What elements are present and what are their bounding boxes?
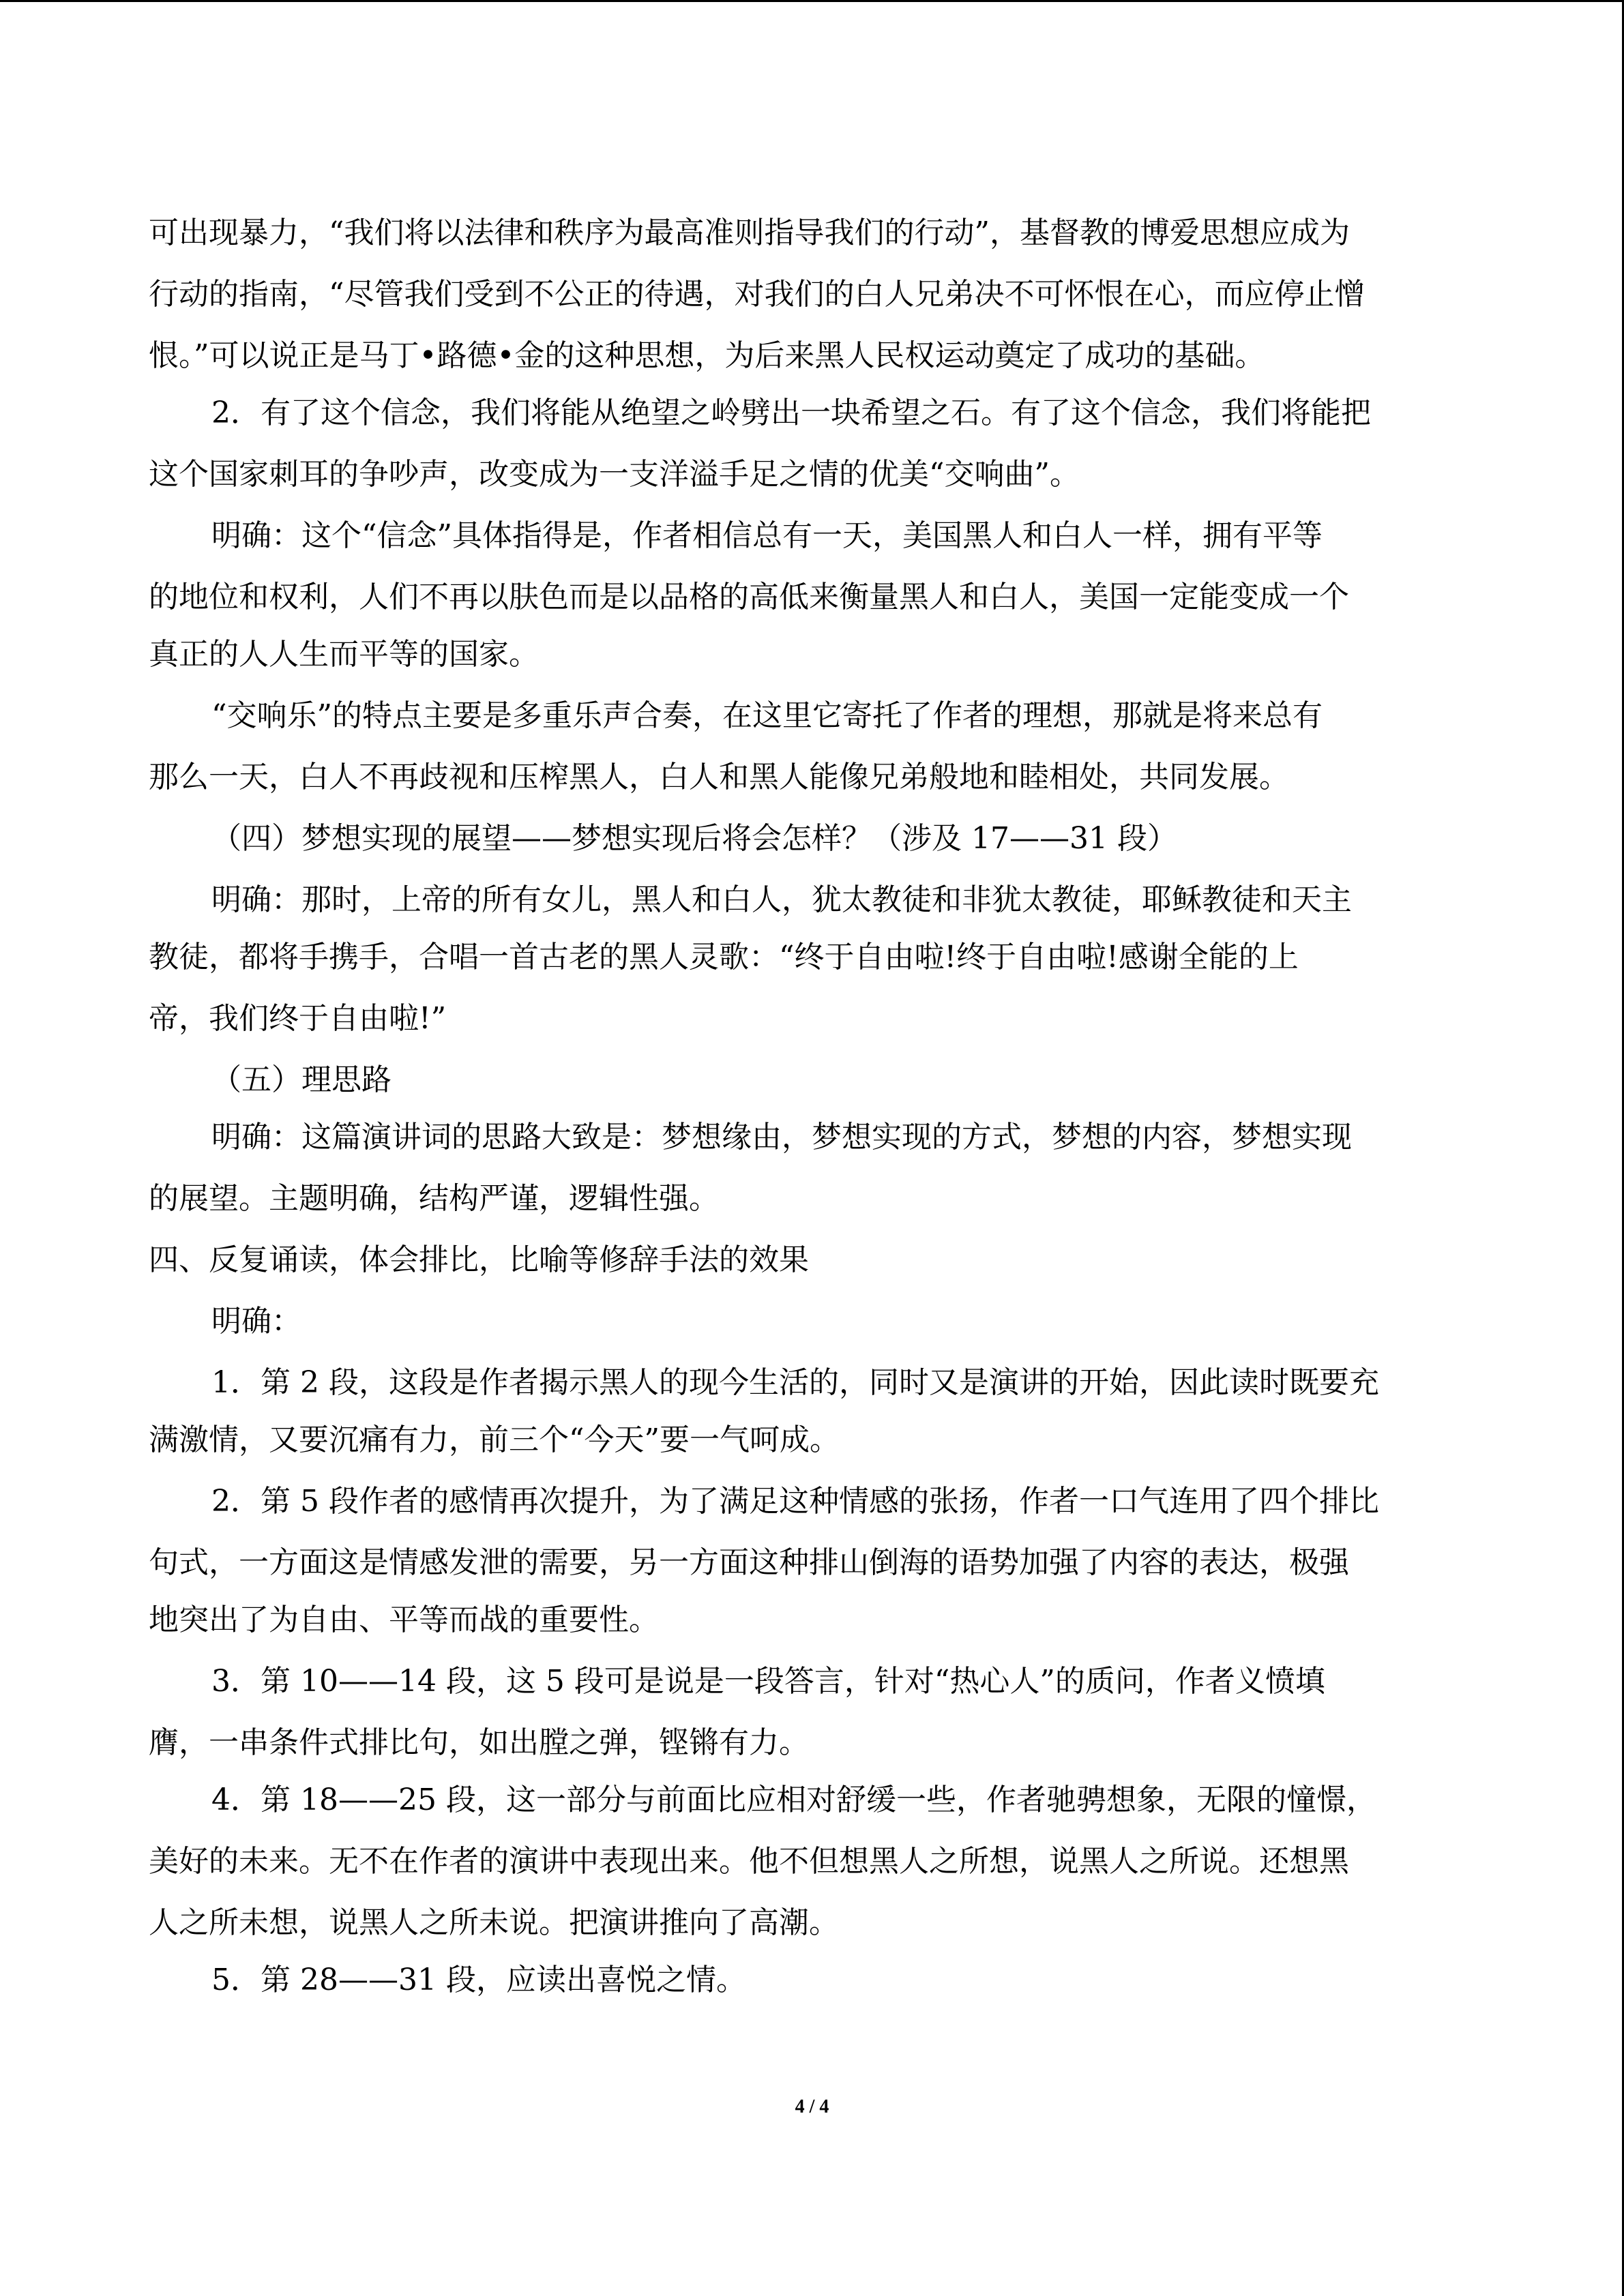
text-line: 的展望。主题明确，结构严谨，逻辑性强。 xyxy=(149,1181,719,1216)
text-line: 明确： xyxy=(211,1304,301,1339)
text-line: 教徒，都将手携手，合唱一首古老的黑人灵歌：“终于自由啦!终于自由啦!感谢全能的上 xyxy=(149,940,1299,974)
text-line: 4．第 18——25 段，这一部分与前面比应相对舒缓一些，作者驰骋想象，无限的憧憬， xyxy=(211,1783,1376,1817)
text-line: 明确：这篇演讲词的思路大致是：梦想缘由，梦想实现的方式，梦想的内容，梦想实现 xyxy=(211,1120,1352,1154)
text-line: 2．有了这个信念，我们将能从绝望之岭劈出一块希望之石。有了这个信念，我们将能把 xyxy=(211,396,1371,430)
text-line: 行动的指南，“尽管我们受到不公正的待遇，对我们的白人兄弟决不可怀恨在心，而应停止憎 xyxy=(149,277,1365,312)
text-line: 满激情，又要沉痛有力，前三个“今天”要一气呵成。 xyxy=(149,1422,840,1457)
text-line: 那么一天，白人不再歧视和压榨黑人，白人和黑人能像兄弟般地和睦相处，共同发展。 xyxy=(149,760,1289,794)
text-line: 句式，一方面这是情感发泄的需要，另一方面这种排山倒海的语势加强了内容的表达，极强 xyxy=(149,1545,1349,1580)
text-line: 3．第 10——14 段，这 5 段可是说是一段答言，针对“热心人”的质问，作者义愤填 xyxy=(211,1664,1325,1699)
section-heading: （四）梦想实现的展望——梦想实现后将会怎样？（涉及 17——31 段） xyxy=(211,821,1177,856)
text-line: 1．第 2 段，这段是作者揭示黑人的现今生活的，同时又是演讲的开始，因此读时既要充 xyxy=(211,1365,1379,1400)
text-line: 5．第 28——31 段，应读出喜悦之情。 xyxy=(211,1963,746,1997)
text-line: 地突出了为自由、平等而战的重要性。 xyxy=(149,1602,659,1637)
text-line: 帝，我们终于自由啦!” xyxy=(149,1001,447,1036)
text-line: 膺，一串条件式排比句，如出膛之弹，铿锵有力。 xyxy=(149,1725,809,1760)
section-heading: 四、反复诵读，体会排比，比喻等修辞手法的效果 xyxy=(149,1242,809,1277)
text-line: 的地位和权利，人们不再以肤色而是以品格的高低来衡量黑人和白人，美国一定能变成一个 xyxy=(149,580,1349,614)
text-line: 明确：那时，上帝的所有女儿，黑人和白人，犹太教徒和非犹太教徒，耶稣教徒和天主 xyxy=(211,882,1352,917)
text-line: 恨。”可以说正是马丁•路德•金的这种思想，为后来黑人民权运动奠定了成功的基础。 xyxy=(149,338,1265,373)
text-line: 明确：这个“信念”具体指得是，作者相信总有一天，美国黑人和白人一样，拥有平等 xyxy=(211,518,1323,553)
text-line: 人之所未想，说黑人之所未说。把演讲推向了高潮。 xyxy=(149,1905,839,1940)
text-line: 美好的未来。无不在作者的演讲中表现出来。他不但想黑人之所想，说黑人之所说。还想黑 xyxy=(149,1844,1349,1879)
page-border-top xyxy=(0,0,1624,2)
section-heading: （五）理思路 xyxy=(211,1062,392,1097)
text-line: 真正的人人生而平等的国家。 xyxy=(149,637,539,672)
text-line: 2．第 5 段作者的感情再次提升，为了满足这种情感的张扬，作者一口气连用了四个排比 xyxy=(211,1484,1379,1519)
text-line: “交响乐”的特点主要是多重乐声合奏，在这里它寄托了作者的理想，那就是将来总有 xyxy=(211,698,1323,733)
text-line: 这个国家刺耳的争吵声，改变成为一支洋溢手足之情的优美“交响曲”。 xyxy=(149,457,1080,492)
page-number: 4 / 4 xyxy=(795,2096,829,2117)
text-line: 可出现暴力，“我们将以法律和秩序为最高准则指导我们的行动”，基督教的博爱思想应成为 xyxy=(149,215,1350,250)
